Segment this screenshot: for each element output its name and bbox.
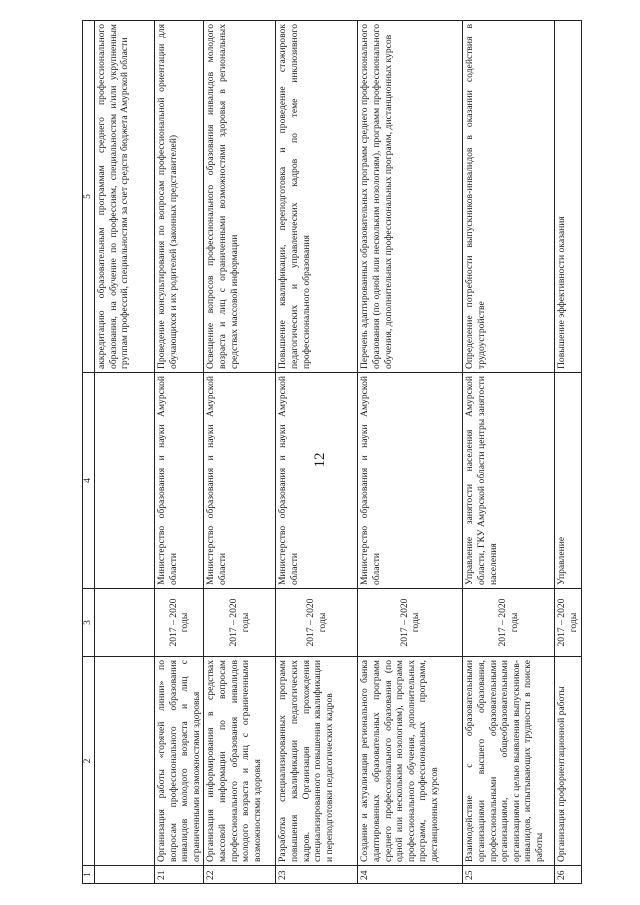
executor-cell: Управление занятости населения Амурской области, ГКУ Амурской области центры занятости населения (462, 372, 554, 588)
executor-cell (94, 372, 154, 588)
header-row (82, 20, 94, 883)
table-row (462, 20, 554, 883)
measure-cell: Организация работы «горячей линии» по вопросам профессионального образования инвалидов молодого возраста и лиц с ограниченными возможностями здоровья (154, 656, 203, 865)
executor-cell: Управление (554, 372, 580, 588)
result-cell: Повышение эффективности оказания (554, 20, 580, 372)
row-number: 26 (554, 865, 580, 883)
executor-cell: Министерство образования и науки Амурской области (154, 372, 203, 588)
row-number: 25 (462, 865, 554, 883)
executor-cell: Министерство образования и науки Амурской области (275, 372, 357, 588)
header-cell: 5 (82, 20, 94, 372)
header-cell: 3 (82, 588, 94, 656)
row-number: 24 (357, 865, 462, 883)
measure-cell: Организация профориентационной работы (554, 656, 580, 865)
table-row (554, 20, 580, 883)
result-cell: Перечень адаптированных образовательных программ среднего профессионального образования (по одной или нескольким нозологиям), программ профессионального обучения, дополнительных профессиональных программ, дистанционных курсов (357, 20, 462, 372)
period-cell: 2017 – 2020 годы (462, 588, 554, 656)
result-cell: Определение потребности выпускников-инвалидов в оказании содействия в трудоустройстве (462, 20, 554, 372)
result-cell: Проведение консультирования по вопросам профессиональной ориентации для обучающихся и их родителей (законных представителей) (154, 20, 203, 372)
executor-cell: Министерство образования и науки Амурской области (203, 372, 275, 588)
period-cell: 2017 – 2020 годы (275, 588, 357, 656)
measure-cell: Взаимодействие с образовательными организациями высшего образования, профессиональными образовательными организациями, общеобразовательными организациями с целью выявления выпускников-инвалидов, испытывающих трудности в поиске работы (462, 656, 554, 865)
period-cell: 2017 – 2020 годы (154, 588, 203, 656)
row-number (94, 865, 154, 883)
measure-cell (94, 656, 154, 865)
table-row (275, 20, 357, 883)
header-cell: 1 (82, 865, 94, 883)
period-cell: 2017 – 2020 годы (203, 588, 275, 656)
result-cell: Повышение квалификации, переподготовка и проведение стажировок педагогических и управленческих кадров по теме инклюзивного профессионального образования (275, 20, 357, 372)
table-row (203, 20, 275, 883)
table-row (357, 20, 462, 883)
period-cell (94, 588, 154, 656)
period-cell: 2017 – 2020 годы (554, 588, 580, 656)
header-cell: 4 (82, 372, 94, 588)
result-cell: Освещение вопросов профессионального образования инвалидов молодого возраста и лиц с ограниченными возможностями здоровья в региональных средствах массовой информации (203, 20, 275, 372)
result-cell: аккредитацию образовательным программам среднего профессионального образования, на обучение по профессиям, специальностям и/или укрупненным группам профессий, специальностям за счет средств бюджета Амурской области (94, 20, 154, 372)
executor-cell: Министерство образования и науки Амурской области (357, 372, 462, 588)
period-cell: 2017 – 2020 годы (357, 588, 462, 656)
page-number: 12 (312, 452, 328, 468)
rotated-table-wrapper (82, 21, 579, 884)
table-row (94, 20, 154, 883)
row-number: 23 (275, 865, 357, 883)
row-number: 22 (203, 865, 275, 883)
measure-cell: Создание и актуализация регионального банка адаптированных образовательных программ среднего профессионального образования (по одной или нескольким нозологиям), программ профессионального обучения, дополнительных программ, профессиональных программ, дистанционных курсов (357, 656, 462, 865)
measure-cell: Разработка специализированных программ повышения квалификации педагогических кадров. Организация прохождения специализированного повышения квалификации и переподготовки педагогических кадров (275, 656, 357, 865)
header-cell: 2 (82, 656, 94, 865)
measures-table (82, 20, 582, 884)
measure-cell: Организация информирования в средствах массовой информации по вопросам профессионального образования инвалидов молодого возраста и лиц с ограниченными возможностями здоровья (203, 656, 275, 865)
row-number: 21 (154, 865, 203, 883)
table-row (154, 20, 203, 883)
